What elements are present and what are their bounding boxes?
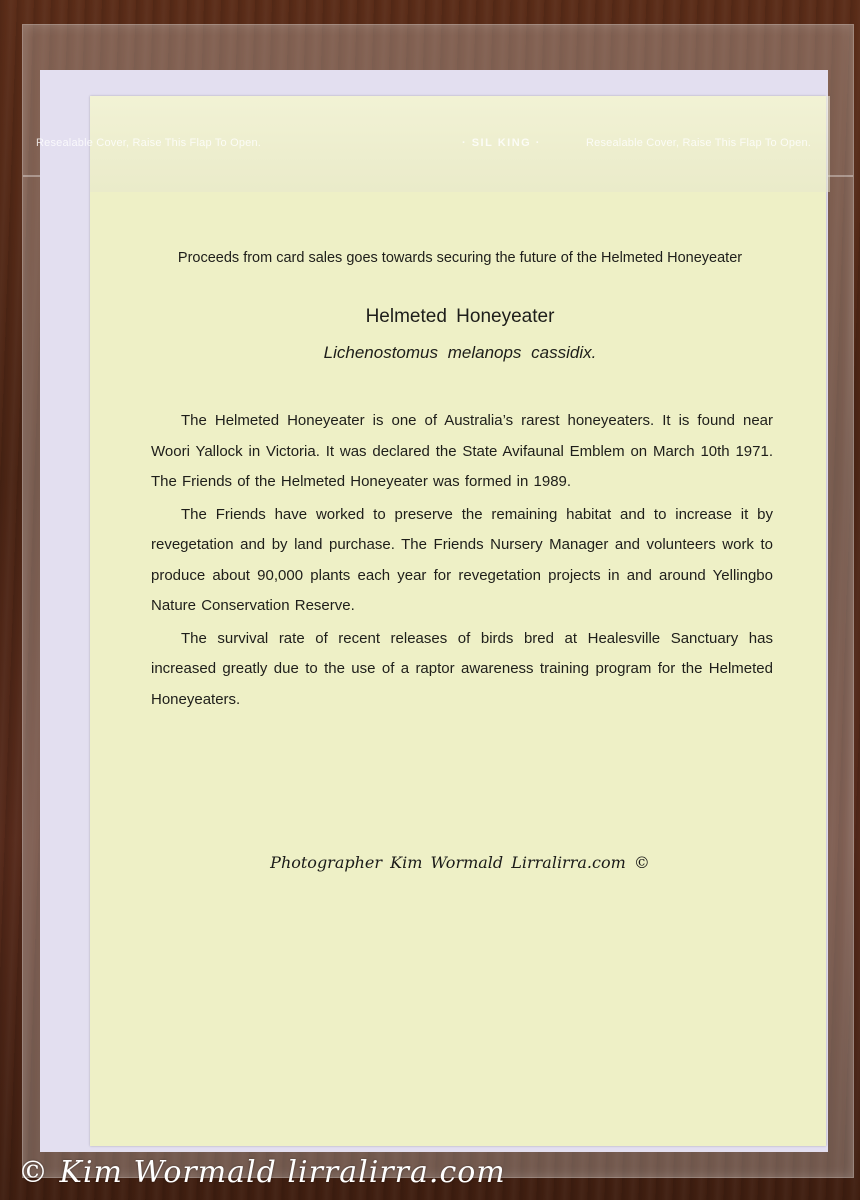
flap-text-right: Resealable Cover, Raise This Flap To Open.	[586, 137, 812, 149]
card-title: Helmeted Honeyeater	[365, 306, 555, 327]
paragraph-2: The Friends have worked to preserve the remaining habitat and to increase it by revegetation and by land purchase. The Friends Nursery Manager and volunteers work to produce about 90,000 plants each year for revegetation projects in and around Yellingbo Nature Conservation Reserve.	[151, 505, 773, 614]
photographer-credit: Photographer Kim Wormald Lirralirra.com ©	[270, 853, 650, 872]
copyright-watermark: © Kim Wormald lirralirra.com	[18, 1155, 506, 1190]
flap-text-brand: · SIL KING ·	[462, 137, 541, 149]
paragraph-1: The Helmeted Honeyeater is one of Australia’s rarest honeyeaters. It is found near Woori Yallock in Victoria. It was declared the State Avifaunal Emblem on March 10th 1971. The Friends of the Helmeted Honeyeater was formed in 1989.	[151, 412, 773, 490]
flap-text-left: Resealable Cover, Raise This Flap To Open.	[36, 137, 262, 149]
flap-text	[0, 137, 860, 153]
card-body	[151, 406, 773, 717]
paragraph-3: The survival rate of recent releases of birds bred at Healesville Sanctuary has increased greatly due to the use of a raptor awareness training program for the Helmeted Honeyeaters.	[151, 629, 773, 708]
latin-name: Lichenostomus melanops cassidix.	[323, 343, 597, 362]
proceeds-note: Proceeds from card sales goes towards securing the future of the Helmeted Honeyeater	[177, 250, 743, 266]
